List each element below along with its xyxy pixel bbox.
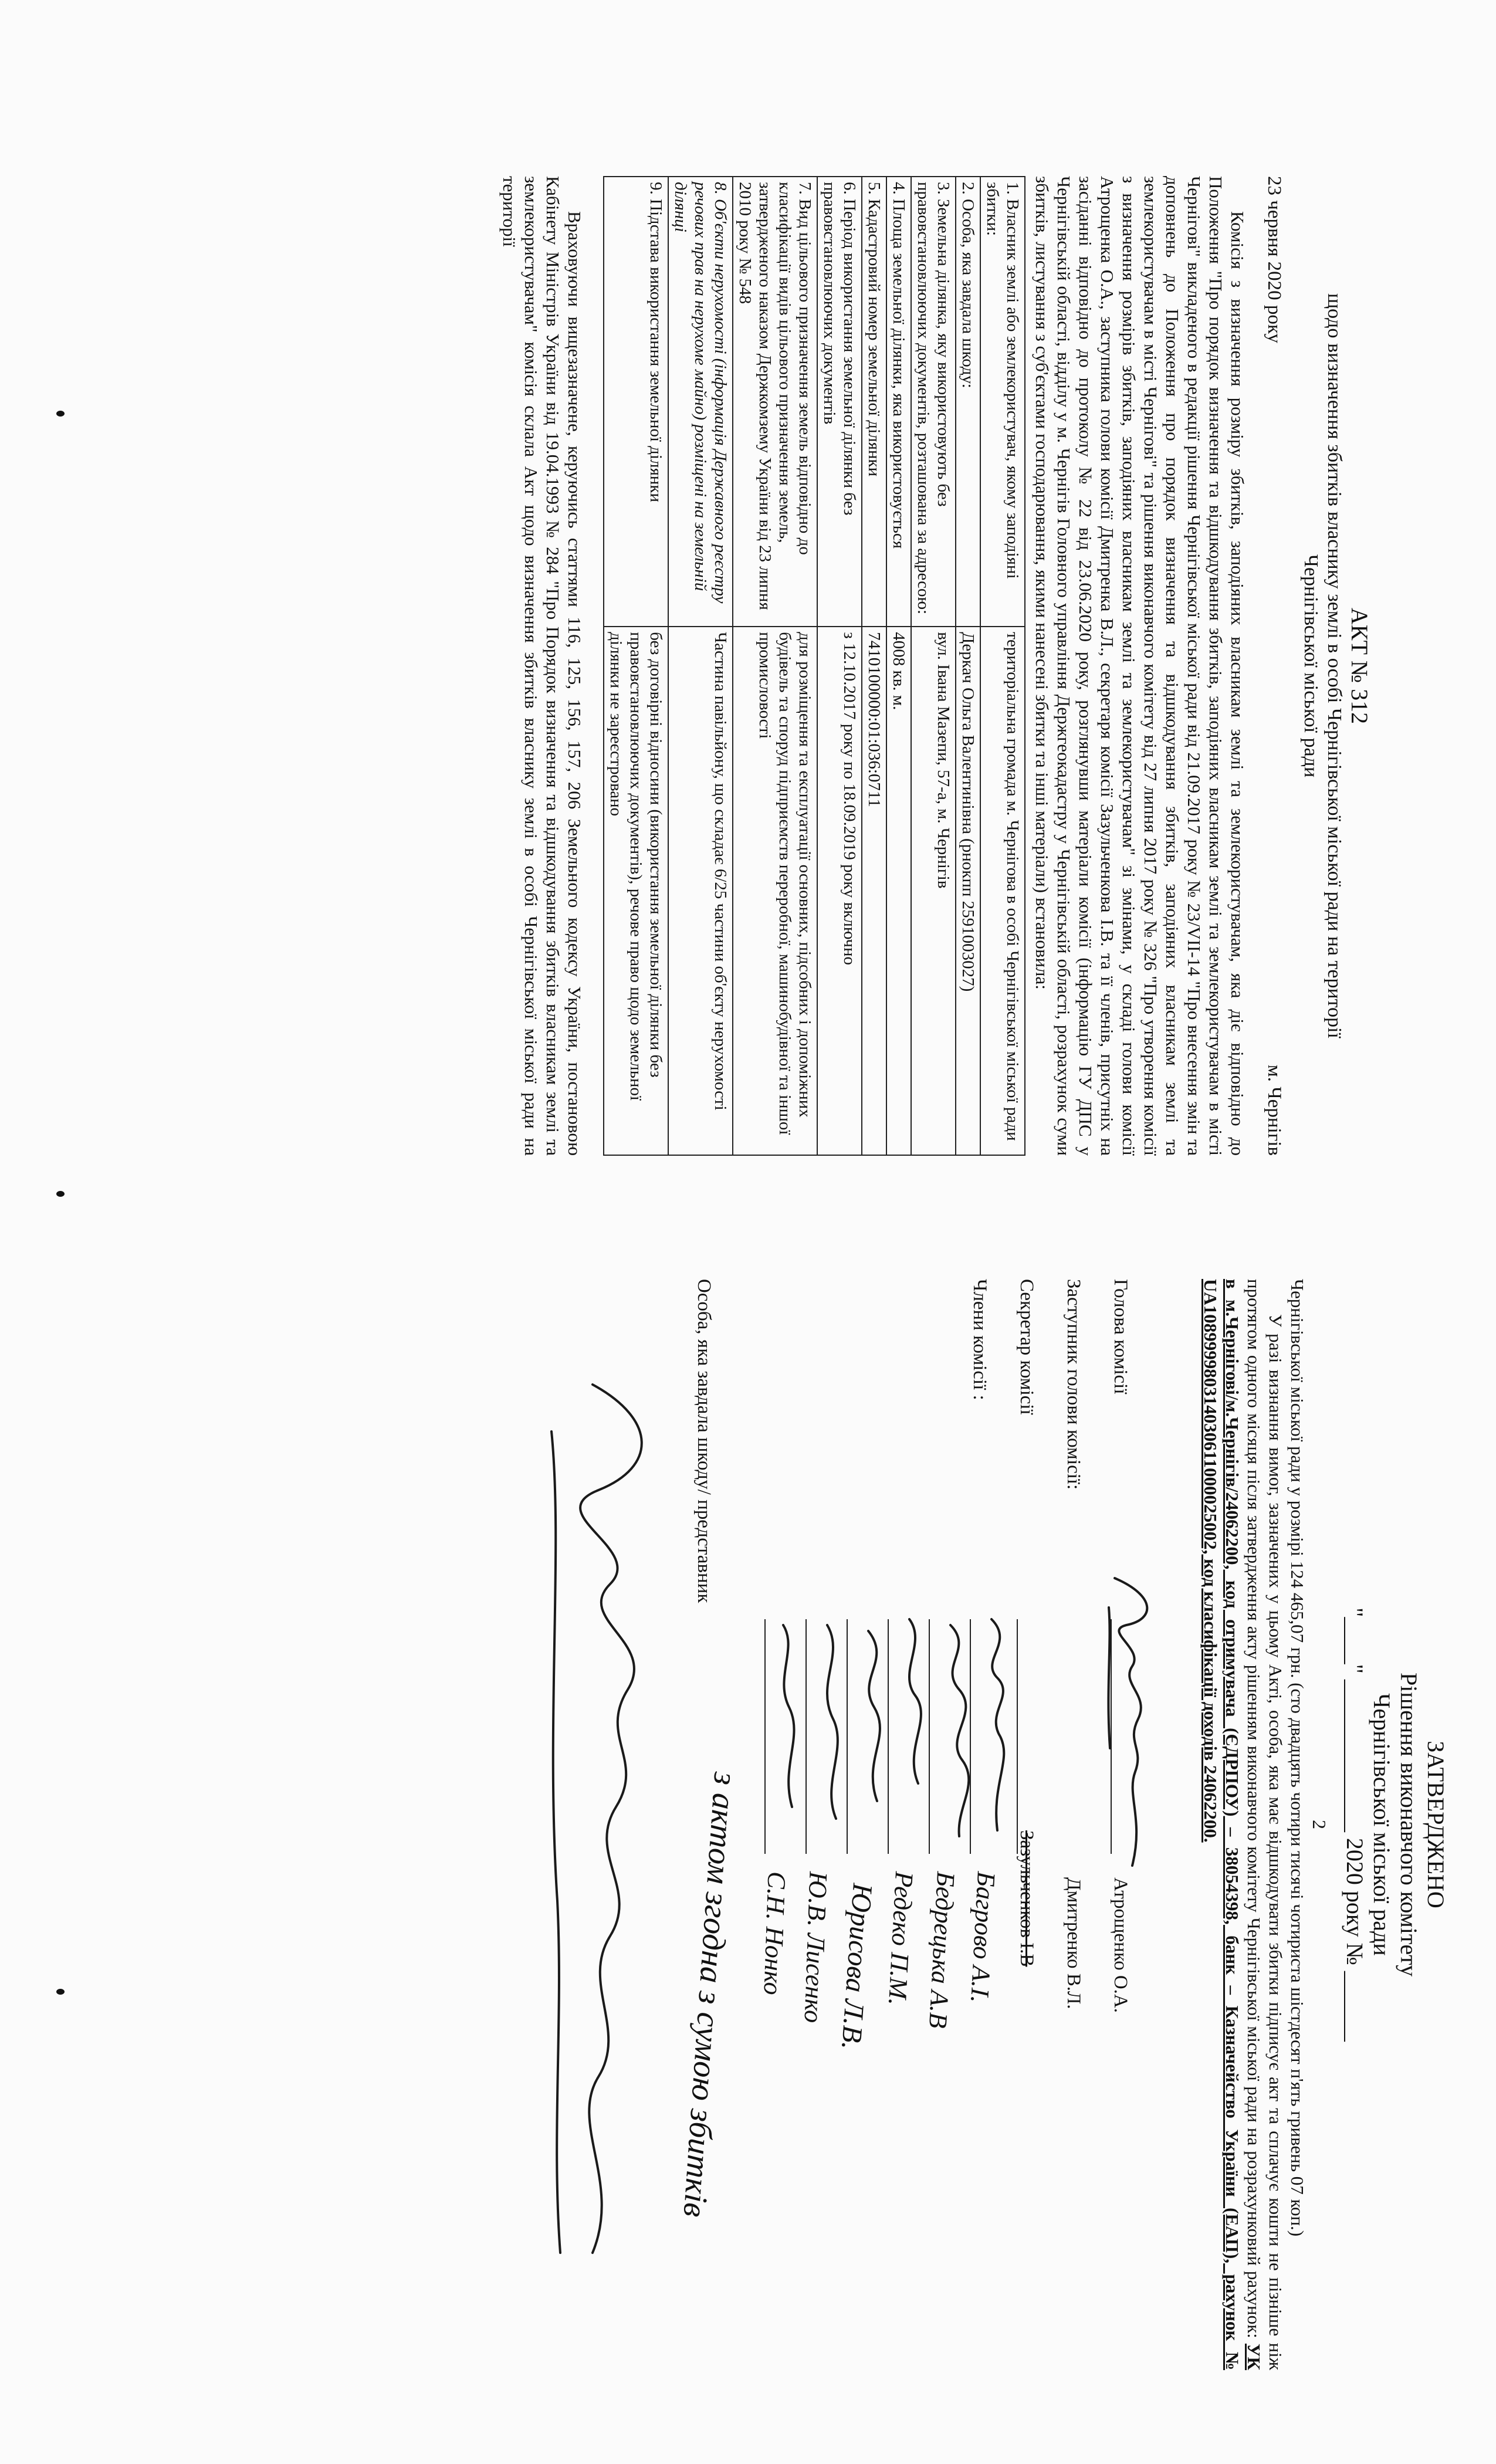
chairman-label: Голова комісії	[1110, 1279, 1131, 1395]
table-cell-label: 6. Період використання земельної ділянки без правовстановлюючих документів	[817, 177, 862, 627]
chairman-name: Атрощенко О.А.	[1110, 1877, 1131, 2013]
member-name-handwritten: Ю.В. Лисенко	[798, 1871, 833, 2024]
table-row	[604, 177, 668, 1155]
continuation-text: Чернігівської міської ради у розмірі 124 465,07 грн. (сто двадцять чотири тисячі чотириста шістдесят п'ять гривень 07 коп.)	[1287, 1279, 1308, 2237]
table-cell-label: 5. Кадастровий номер земельної ділянки	[862, 177, 886, 627]
table-row	[817, 177, 862, 1155]
act-date: 23 червня 2020 року	[1264, 176, 1285, 343]
table-cell-value: Частина павільйону, що складає 6/25 частини об'єкту нерухомості	[668, 627, 733, 1155]
decision-heading: Рішення виконавчого комітету	[1396, 1672, 1422, 1977]
act-page-2	[0, 1197, 1496, 2464]
act-page-1	[0, 0, 1496, 1197]
page-number: 2	[1309, 1820, 1330, 1829]
deputy-label: Заступник голови комісії:	[1063, 1279, 1084, 1490]
table-cell-label: 1. Власник землі або землекористувач, якому заподіяні збитки:	[980, 177, 1025, 627]
act-subtitle-council: Чернігівської міської ради	[1300, 554, 1322, 778]
secretary-signature-line	[1017, 1619, 1018, 1854]
table-cell-value: 4008 кв. м.	[886, 627, 911, 1155]
table-row	[862, 177, 886, 1155]
member-name-handwritten: Бедрецька А.В	[923, 1870, 960, 2029]
offender-signature	[505, 1373, 681, 2311]
members-label: Члени комісії :	[969, 1279, 990, 1400]
member-name-handwritten: Багрово А.І.	[965, 1870, 1001, 2004]
deputy-name: Дмитренко В.Л.	[1063, 1877, 1084, 2009]
act-subtitle: щодо визначення збитків власнику землі в особі Чернігівської міської ради на території	[1324, 293, 1345, 1039]
payment-account: УК в м.Чернігові/м.Чернігів/24062200, код отримувача (ЄДРПОУ) – 38054398, банк – Казначейство України (ЕАП), рахунок № UA108999980314030611000025002, код класифікації доходів 24062200.	[1200, 1279, 1264, 2371]
table-cell-value: для розміщення та експлуатації основних, підсобних і допоміжних будівель та споруд підприємств переробної, машинобудівної та іншої промисловості	[733, 627, 817, 1155]
table-row	[956, 177, 980, 1155]
act-date-row	[1263, 176, 1286, 1156]
table-cell-value: без договірні відносини (використання земельної ділянки без правовстановлюючих документів), речове право щодо земельної ділянки не зареєстровано	[604, 627, 668, 1155]
table-row	[911, 177, 956, 1155]
scan-dot	[56, 411, 65, 417]
act-title: АКТ № 312	[1346, 607, 1373, 725]
table-cell-value: 7410100000:01:036:0711	[862, 627, 886, 1155]
table-cell-value: Деркач Ольга Валентинівна (рнокпп 2591003027)	[956, 627, 980, 1155]
intro-paragraph: Комісія з визначення розміру збитків, заподіяних власникам землі та землекористувачам, яка діє відповідно до Положення "Про порядок визначення та відшкодування збитків, заподіяних власникам землі та землекористувачам в місті Чернігові" викладеного в редакції рішення Чернігівської міської ради від 21.09.2017 року № 23/VII-14 "Про внесення змін та доповнень до Положення про порядок визначення та відшкодування збитків, заподіяних власникам землі та землекористувачам в місті Чернігові" та рішення виконавчого комітету від 27 липня 2017 року № 326 "Про утворення комісії з визначення розмірів збитків, заподіяних власникам землі та землекористувачам" зі змінами, у складі голови комісії Атрощенка О.А., заступника голови комісії Дмитренка В.Л., секретаря комісії Зазульченкова І.В. та її членів, присутніх на засіданні відповідно до протоколу № 22 від 23.06.2020 року, розглянувши матеріали комісії (інформацію ГУ ДПС у Чернігівській області, відділу у м. Чернігів Головного управління Держгеокадастру у Чернігівській області, розрахунок суми збитків, листування з суб'єктами господарювання, якими нанесені збитки та інші матеріали) встановила:	[1032, 176, 1248, 1156]
table-cell-label: 2. Особа, яка завдала шкоду:	[956, 177, 980, 627]
scan-dot	[56, 1989, 65, 1995]
table-cell-label: 8. Об'єкти нерухомості (інформація Державного реєстру речових прав на нерухоме майно) розміщені на земельній ділянці	[668, 177, 733, 627]
council-heading: Чернігівської міської ради	[1369, 1693, 1395, 1956]
member-name-handwritten: Редеко П.М.	[883, 1870, 919, 2006]
table-row	[733, 177, 817, 1155]
chairman-signature	[1085, 1572, 1167, 1877]
table-cell-label: 9. Підстава використання земельної ділянки	[604, 177, 668, 627]
table-cell-value: територіальна громада м. Чернігова в особі Чернігівської міської ради	[980, 627, 1025, 1155]
decision-date-line: "____" _____________ 2020 року № ______	[1342, 1607, 1368, 2042]
member-name-handwritten: Юрисова Л.В.	[835, 1882, 878, 2051]
table-row	[886, 177, 911, 1155]
members-signatures	[757, 1607, 1015, 1854]
offender-label: Особа, яка завдала шкоду/ представник	[693, 1279, 715, 1603]
payment-instructions: У разі визнання вимог, зазначених у цьому Акті, особа, яка має відшкодувати збитки підписує акт та сплачує кошти не пізніше ніж протягом одного місяця після затвердження акту рішенням виконавчого комітету Чернігівської міської ради на розрахунковий рахунок:	[1244, 1279, 1286, 2370]
table-cell-value: з 12.10.2017 року по 18.09.2019 року включно	[817, 627, 862, 1155]
scan-dot	[56, 1191, 65, 1197]
secretary-label: Секретар комісії	[1016, 1279, 1037, 1415]
closing-paragraph: Враховуючи вищезазначене, керуючись статтями 116, 125, 156, 157, 206 Земельного кодексу України, постановою Кабінету Міністрів України від 19.04.1993 № 284 "Про Порядок визначення та відшкодування збитків власникам землі та землекористувачам" комісія склала Акт щодо визначення збитків власнику землі в особі Чернігівської міської ради на території	[499, 176, 585, 1156]
table-cell-label: 4. Площа земельної ділянки, яка використовується	[886, 177, 911, 627]
payment-text	[1200, 1279, 1287, 2370]
table-cell-label: 3. Земельна ділянка, яку використовують без правовстановлюючих документів, розташована за адресою:	[911, 177, 956, 627]
table-cell-label: 7. Вид цільового призначення земель відповідно до класифікації видів цільового призначення земель, затвердженого наказом Держкомзему України від 23 липня 2010 року № 548	[733, 177, 817, 627]
table-cell-value: вул. Івана Мазепи, 57-а, м. Чернігів	[911, 627, 956, 1155]
act-city: м. Чернігів	[1264, 1064, 1285, 1156]
member-name-handwritten: С.Н. Нонко	[758, 1871, 791, 1996]
handwritten-note: з актом згодна з сумою збитків	[676, 1771, 744, 2219]
approved-heading: ЗАТВЕРДЖЕНО	[1423, 1741, 1449, 1908]
table-row	[980, 177, 1025, 1155]
secretary-name: Зазульченков І.В	[1016, 1830, 1037, 1967]
table-row	[668, 177, 733, 1155]
act-details-table	[603, 176, 1025, 1156]
